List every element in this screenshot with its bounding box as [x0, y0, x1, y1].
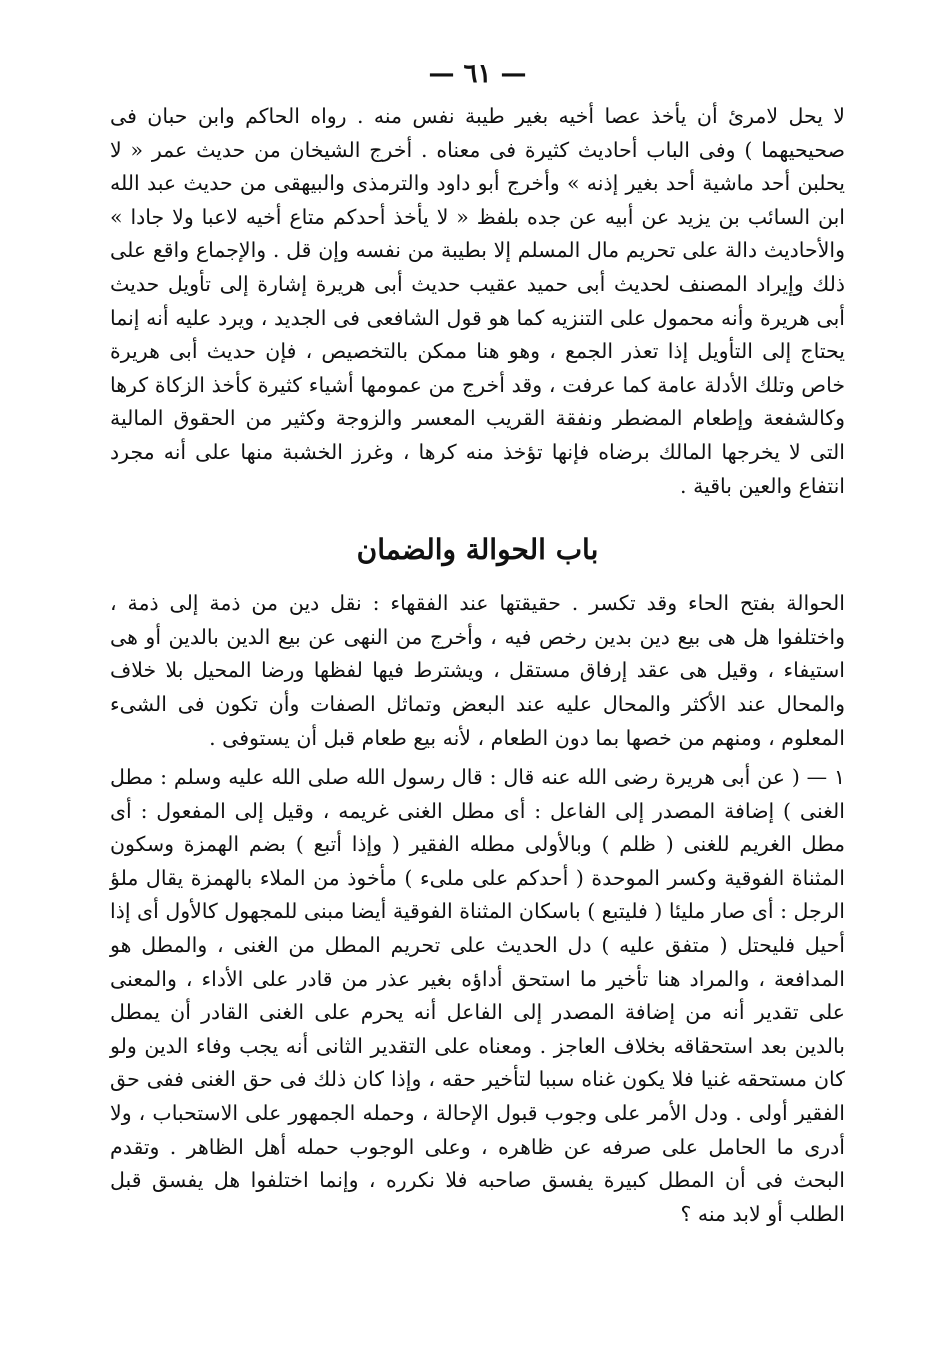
commentary-paragraph: لا يحل لامرئ أن يأخذ عصا أخيه بغير طيبة نفس منه . رواه الحاكم وابن حبان فى صحيحيهما ) وفى الباب أحاديث كثيرة فى معناه . أخرج الشيخان من حديث عمر « لا يحلبن أحد ماشية أحد بغير إذنه » وأخرج أبو داود والترمذى والبيهقى من حديث عبد الله ابن السائب بن يزيد عن أبيه عن جده بلفظ « لا يأخذ أحدكم متاع أخيه لاعبا ولا جادا » والأحاديث دالة على تحريم مال المسلم إلا بطيبة من نفسه وإن قل . والإجماع واقع على ذلك وإيراد المصنف لحديث أبى حميد عقيب حديث أبى هريرة إشارة إلى تأويل حديث أبى هريرة وأنه محمول على التنزيه كما هو قول الشافعى فى الجديد ، ويرد عليه أنه إنما يحتاج إلى التأويل إذا تعذر الجمع ، وهو هنا ممكن بالتخصيص ، فإن حديث أبى هريرة خاص وتلك الأدلة عامة كما عرفت ، وقد أخرج من عمومها أشياء كثيرة كأخذ الزكاة كرها وكالشفعة وإطعام المضطر ونفقة القريب المعسر والزوجة وكثير من الحقوق المالية التى لا يخرجها المالك برضاه فإنها تؤخذ منه كرها ، وغرز الخشبة منها على أنه مجرد انتفاع والعين باقية .	[110, 104, 845, 498]
hadith-commentary-paragraph: ١ — ( عن أبى هريرة رضى الله عنه قال : قال رسول الله صلى الله عليه وسلم : مطل الغنى ) إضافة المصدر إلى الفاعل : أى مطل الغنى غريمه ، وقيل إلى المفعول : أى مطل الغريم للغنى ( ظلم ) وبالأولى مطله الفقير ( وإذا أتبع ) بضم الهمزة وسكون المثناة الفوقية وكسر الموحدة ( أحدكم على ملىء ) مأخوذ من الملاء بالهمزة يقال ملؤ الرجل : أى صار مليئا ( فليتبع ) باسكان المثناة الفوقية أيضا مبنى للمجهول كالأول أى إذا أحيل فليحتل ( متفق عليه ) دل الحديث على تحريم المطل من الغنى ، والمطل هو المدافعة ، والمراد هنا تأخير ما استحق أداؤه بغير عذر من قادر على الأداء ، والمعنى على تقدير أنه من إضافة المصدر إلى الفاعل أنه يحرم على الغنى القادر أن يمطل بالدين بعد استحقاقه بخلاف العاجز . ومعناه على التقدير الثانى أنه يجب وفاء الدين ولو كان مستحقه غنيا فلا يكون غناه سببا لتأخير حقه ، وإذا كان ذلك فى حق الغنى ففى حق الفقير أولى . ودل الأمر على وجوب قبول الإحالة ، وحمله الجمهور على الاستحباب ، ولا أدرى ما الحامل على صرفه عن ظاهره ، وعلى الوجوب حمله أهل الظاهر . وتقدم البحث فى أن المطل كبيرة يفسق صاحبه فلا نكرره ، وإنما اختلفوا هل يفسق قبل الطلب أو لابد منه ؟	[110, 765, 845, 1226]
page-number: — ٦١ —	[428, 59, 527, 89]
chapter-intro-paragraph: الحوالة بفتح الحاء وقد تكسر . حقيقتها عند الفقهاء : نقل دين من ذمة إلى ذمة ، واختلفوا هل هى بيع دين بدين رخص فيه ، وأخرج من النهى عن بيع الدين بالدين أو هى استيفاء ، وقيل هى عقد إرفاق مستقل ، ويشترط فيها لفظها ورضا المحيل بلا خلاف والمحال عند الأكثر والمحال عليه عند البعض وتماثل الصفات وأن تكون فى الشىء المعلوم ، ومنهم من خصها بما دون الطعام ، لأنه بيع طعام قبل أن يستوفى .	[110, 591, 845, 750]
document-page	[110, 52, 845, 1352]
chapter-title: باب الحوالة والضمان	[356, 533, 599, 567]
